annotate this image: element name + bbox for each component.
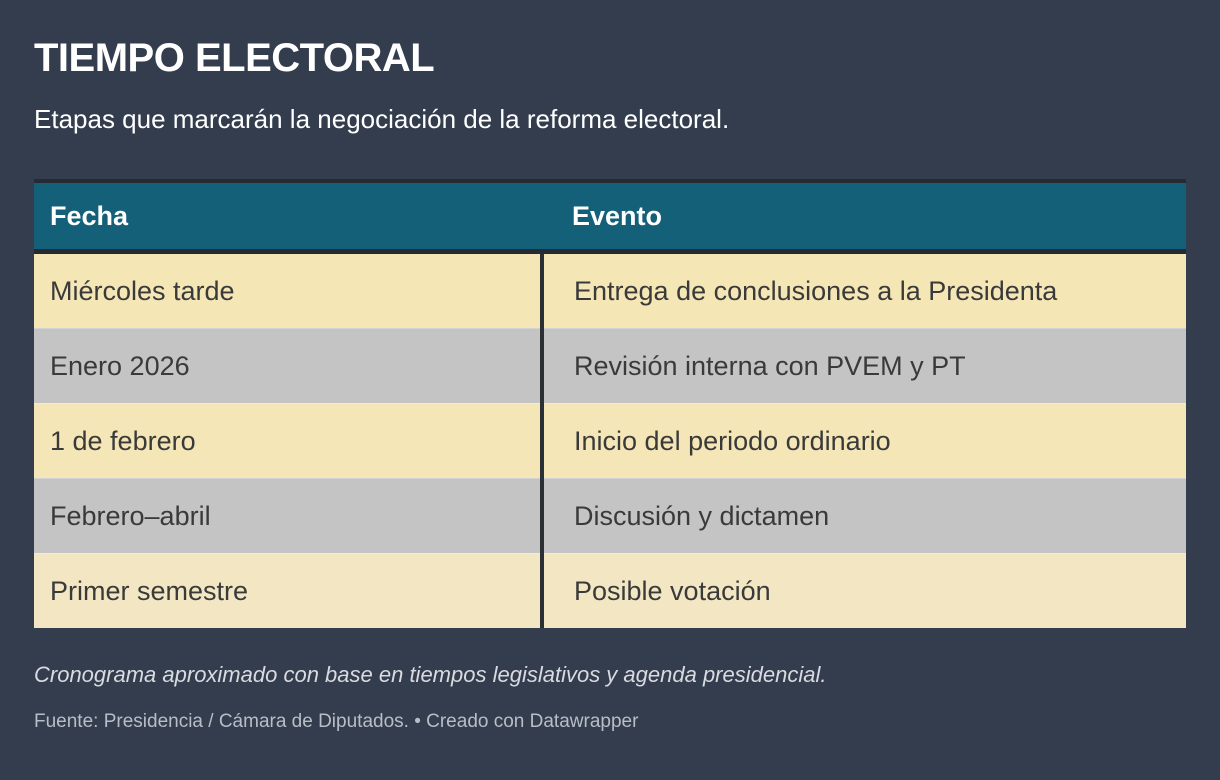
cell-evento: Posible votación (574, 576, 771, 606)
table-row (34, 254, 1186, 328)
timeline-table (34, 179, 1186, 628)
table-row (34, 403, 1186, 478)
cell-evento: Entrega de conclusiones a la Presidenta (574, 276, 1058, 306)
chart-subtitle: Etapas que marcarán la negociación de la reforma electoral. (34, 104, 730, 134)
column-header-evento: Evento (572, 201, 663, 231)
cell-fecha: Febrero–abril (50, 501, 211, 531)
cell-fecha: 1 de febrero (50, 426, 196, 456)
table-row (34, 478, 1186, 553)
column-header-fecha: Fecha (50, 201, 129, 231)
table-row (34, 328, 1186, 403)
cell-evento: Revisión interna con PVEM y PT (574, 351, 966, 381)
chart-title: TIEMPO ELECTORAL (34, 36, 435, 80)
cell-fecha: Miércoles tarde (50, 276, 235, 306)
cell-evento: Inicio del periodo ordinario (574, 426, 891, 456)
chart-note: Cronograma aproximado con base en tiempos legislativos y agenda presidencial. (34, 662, 827, 687)
chart-source: Fuente: Presidencia / Cámara de Diputados. • Creado con Datawrapper (34, 711, 639, 732)
cell-evento: Discusión y dictamen (574, 501, 830, 531)
column-divider (540, 254, 544, 628)
cell-fecha: Primer semestre (50, 576, 249, 606)
cell-fecha: Enero 2026 (50, 351, 190, 381)
table-header (34, 183, 1186, 254)
table-row (34, 553, 1186, 628)
table-body (34, 254, 1186, 628)
